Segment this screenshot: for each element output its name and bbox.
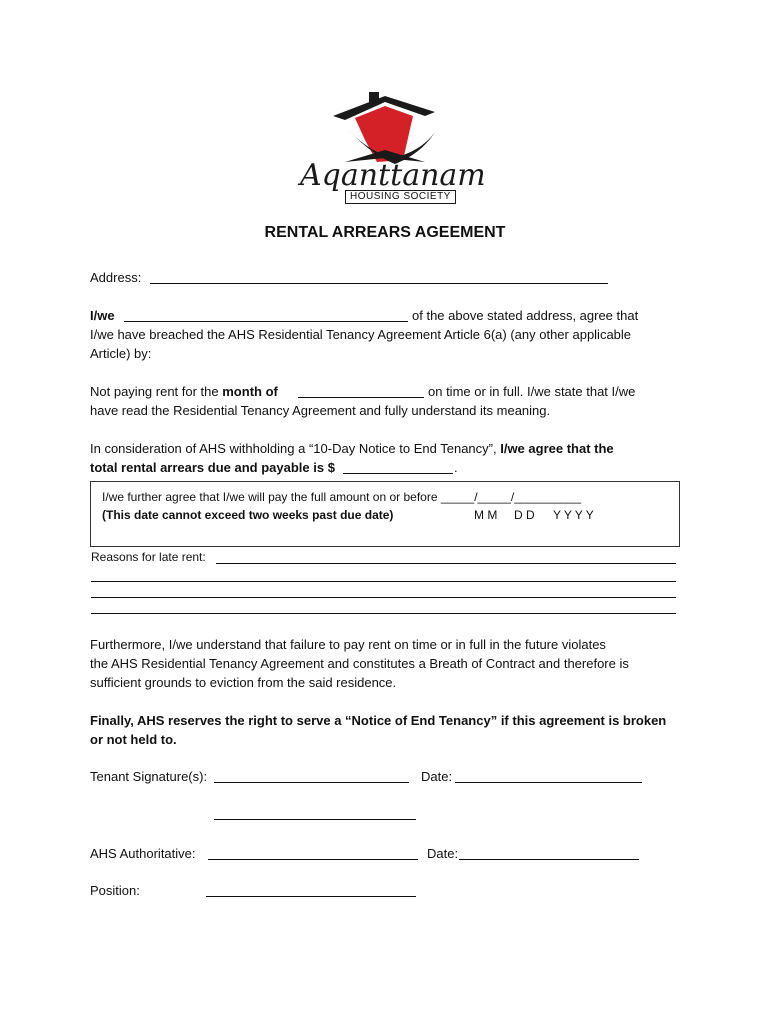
arrears-period: . (454, 460, 458, 475)
ahs-signature-field[interactable] (208, 859, 418, 860)
reasons-line-3[interactable] (91, 597, 676, 598)
iwe-line3: Article) by: (90, 346, 152, 361)
logo-name: Aqanttanam (300, 158, 486, 193)
arrears-amount-field[interactable] (343, 473, 453, 474)
reasons-line-2[interactable] (91, 581, 676, 582)
consideration-line (90, 439, 614, 458)
finally-line2: or not held to. (90, 732, 177, 747)
reasons-label: Reasons for late rent: (91, 550, 206, 564)
date-label-2: Date: (427, 846, 459, 861)
document-title: RENTAL ARREARS AGEEMENT (264, 224, 506, 241)
reasons-line-4[interactable] (91, 613, 676, 614)
position-field[interactable] (206, 896, 416, 897)
month-post: on time or in full. I/we state that I/we (428, 384, 636, 399)
tenant-name-field[interactable] (124, 321, 408, 322)
tenant-signature-label: Tenant Signature(s): (90, 769, 208, 784)
iwe-label: I/we (90, 308, 115, 323)
tenant-signature-field-2[interactable] (214, 819, 416, 820)
month-pre: Not paying rent for the (90, 384, 223, 399)
arrears-label: total rental arrears due and payable is $ (90, 460, 335, 475)
consideration-bold: I/we agree that the (500, 441, 614, 456)
finally-line1: Finally, AHS reserves the right to serve a “Notice of End Tenancy” if this agreement is broken (90, 713, 667, 728)
furthermore-line2: the AHS Residential Tenancy Agreement and constitutes a Breath of Contract and therefore is (90, 656, 629, 671)
month-bold: month of (222, 384, 278, 399)
address-label: Address: (90, 270, 142, 285)
month-field[interactable] (298, 397, 424, 398)
position-label: Position: (90, 883, 140, 898)
logo-subtitle: HOUSING SOCIETY (345, 190, 456, 204)
month-line2: have read the Residential Tenancy Agreement and fully understand its meaning. (90, 403, 551, 418)
furthermore-line1: Furthermore, I/we understand that failure to pay rent on time or in full in the future violates (90, 637, 606, 652)
month-line (90, 382, 278, 401)
iwe-rest: of the above stated address, agree that (412, 308, 639, 323)
consideration-pre: In consideration of AHS withholding a “10-Day Notice to End Tenancy”, (90, 441, 501, 456)
day-format-label: D D (514, 508, 535, 522)
iwe-line2: I/we have breached the AHS Residential Tenancy Agreement Article 6(a) (any other applicable (90, 327, 632, 342)
furthermore-line3: sufficient grounds to eviction from the said residence. (90, 675, 397, 690)
reasons-line-1[interactable] (216, 563, 676, 564)
payment-date-note: (This date cannot exceed two weeks past due date) (102, 508, 394, 522)
ahs-authoritative-label: AHS Authoritative: (90, 846, 196, 861)
tenant-date-field[interactable] (455, 782, 642, 783)
address-field[interactable] (150, 283, 608, 284)
month-format-label: M M (474, 508, 498, 522)
address-row (90, 268, 141, 287)
ahs-date-field[interactable] (459, 859, 639, 860)
year-format-label: Y Y Y Y (553, 508, 594, 522)
tenant-signature-field-1[interactable] (214, 782, 409, 783)
payment-date-line: I/we further agree that I/we will pay the full amount on or before _____/_____/__________ (102, 490, 581, 504)
date-label-1: Date: (421, 769, 453, 784)
